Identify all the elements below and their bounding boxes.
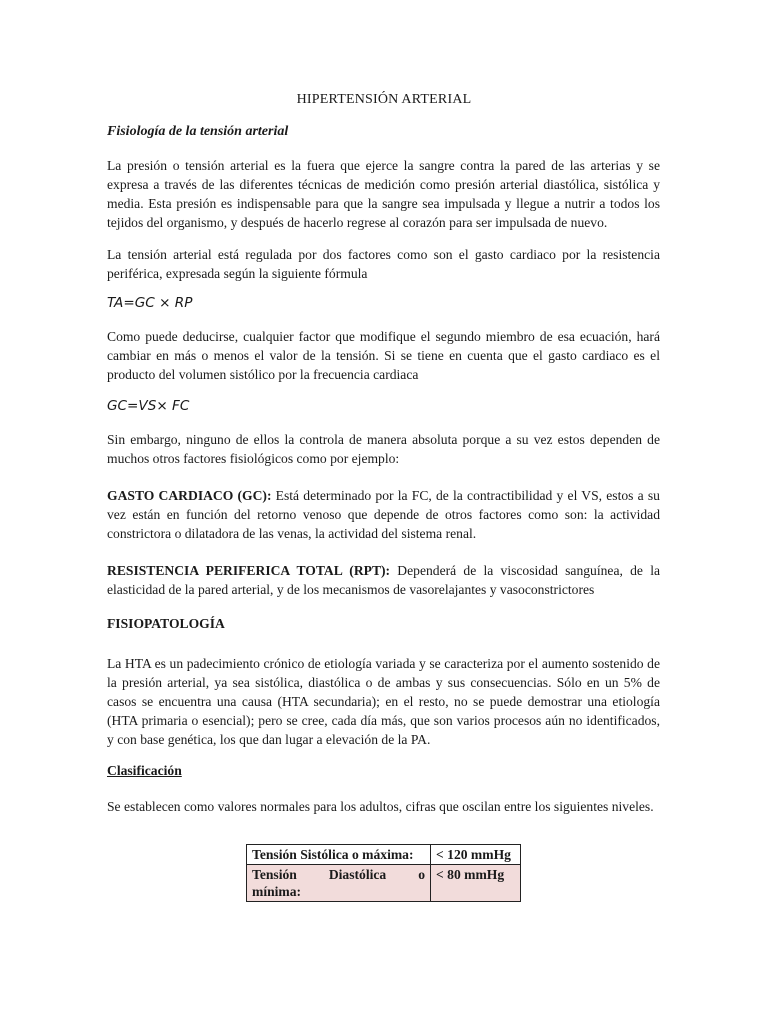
table-cell-label: Tensión Sistólica o máxima: xyxy=(247,845,431,865)
paragraph-gasto-cardiaco xyxy=(107,486,660,543)
table-cell-label-line1: Tensión Diastólica o xyxy=(252,867,425,882)
blood-pressure-table xyxy=(246,844,521,902)
table-row xyxy=(247,845,521,865)
gc-text: Está determinado por la FC, de la contractibilidad y el VS, estos a su vez están en función del retorno venoso que depende de otros factores como son: la actividad constrictora o dilatadora de las venas, la actividad del sistema renal. xyxy=(107,488,660,541)
table-cell-value: < 80 mmHg xyxy=(431,865,521,902)
rpt-text: Dependerá de la viscosidad sanguínea, de la elasticidad de la pared arterial, y de los mecanismos de vasorelajantes y vasoconstrictores xyxy=(107,563,660,597)
document-title: HIPERTENSIÓN ARTERIAL xyxy=(296,92,472,107)
paragraph-resistencia xyxy=(107,561,660,599)
paragraph-3: Como puede deducirse, cualquier factor que modifique el segundo miembro de esa ecuación, hará cambiar en más o menos el valor de la tensión. Si se tiene en cuenta que el gasto cardiaco es el producto del volumen sistólico por la frecuencia cardiaca xyxy=(107,329,660,382)
table-row xyxy=(247,865,521,902)
section-subtitle: Fisiología de la tensión arterial xyxy=(107,124,289,139)
gc-label: GASTO CARDIACO (GC): xyxy=(107,488,272,503)
rpt-label: RESISTENCIA PERIFERICA TOTAL (RPT): xyxy=(107,563,391,578)
paragraph-1: La presión o tensión arterial es la fuera que ejerce la sangre contra la pared de las arterias y se expresa a través de las diferentes técnicas de medición como presión arterial diastólica, sistólica y media. Esta presión es indispensable para que la sangre sea impulsada y llegue a nutrir a todos los tejidos del organismo, y después de hacerlo regrese al corazón para ser impulsada de nuevo. xyxy=(107,158,660,230)
fisiopatologia-heading: FISIOPATOLOGÍA xyxy=(107,616,225,631)
formula-ta: TA=GC × RP xyxy=(107,295,193,311)
paragraph-6: Se establecen como valores normales para los adultos, cifras que oscilan entre los siguientes niveles. xyxy=(107,799,654,814)
table-cell-label-line2: mínima: xyxy=(252,884,302,899)
paragraph-5: La HTA es un padecimiento crónico de etiología variada y se caracteriza por el aumento sostenido de la presión arterial, ya sea sistólica, diastólica o de ambas y sus consecuencias. Sólo en un 5% de casos se encuentra una causa (HTA secundaria); en el resto, no se puede demostrar una etiología (HTA primaria o esencial); pero se cree, cada día más, que son varios procesos aún no identificados, y con base genética, los que dan lugar a elevación de la PA. xyxy=(107,656,660,747)
table-cell-label xyxy=(247,865,431,902)
paragraph-2: La tensión arterial está regulada por dos factores como son el gasto cardiaco por la resistencia periférica, expresada según la siguiente fórmula xyxy=(107,247,660,281)
formula-gc: GC=VS× FC xyxy=(107,398,190,414)
clasificacion-heading: Clasificación xyxy=(107,763,182,778)
table-cell-value: < 120 mmHg xyxy=(431,845,521,865)
paragraph-4: Sin embargo, ninguno de ellos la controla de manera absoluta porque a su vez estos dependen de muchos otros factores fisiológicos como por ejemplo: xyxy=(107,432,660,466)
